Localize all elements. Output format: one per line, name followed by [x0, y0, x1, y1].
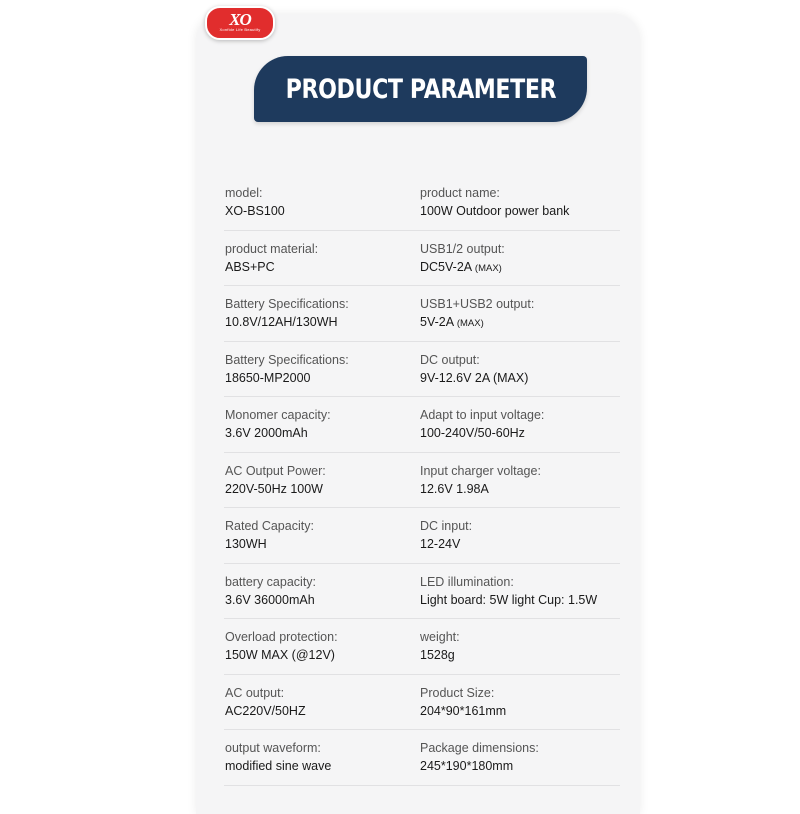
param-label: output waveform:	[225, 741, 321, 755]
param-value-line	[420, 757, 539, 775]
param-value-line	[225, 535, 314, 553]
param-value-line	[225, 202, 285, 220]
param-label: Input charger voltage:	[420, 463, 541, 478]
param-value-line	[225, 757, 331, 775]
table-row	[224, 231, 620, 287]
param-value-line	[225, 424, 331, 442]
param-cell	[420, 240, 505, 278]
page-title: PRODUCT PARAMETER	[285, 73, 556, 105]
param-value: 204*90*161mm	[420, 703, 507, 718]
param-cell	[420, 351, 528, 387]
param-value-line	[225, 313, 349, 331]
param-cell	[420, 462, 541, 498]
param-label: Overload protection:	[225, 630, 338, 644]
param-value: 12.6V 1.98A	[420, 481, 489, 496]
param-label: USB1+USB2 output:	[420, 297, 535, 311]
param-value: 1528g	[420, 648, 455, 662]
param-cell	[420, 684, 506, 720]
param-label: product material:	[225, 241, 319, 256]
title-banner	[254, 56, 587, 122]
param-cell	[225, 240, 318, 276]
param-label: Monomer capacity:	[225, 408, 331, 422]
param-label: AC Output Power:	[225, 463, 326, 478]
param-cell	[225, 462, 326, 498]
param-value-line	[225, 591, 316, 609]
param-label: product name:	[420, 186, 500, 200]
param-cell	[225, 684, 306, 720]
param-label: Product Size:	[420, 685, 495, 700]
table-row	[224, 619, 620, 675]
param-cell	[420, 628, 460, 664]
param-unit: (MAX)	[474, 262, 502, 274]
param-value-line	[225, 258, 318, 276]
param-cell	[225, 184, 285, 220]
param-cell	[225, 295, 349, 331]
param-label: Battery Specifications:	[225, 297, 349, 311]
param-cell	[420, 295, 534, 333]
param-value-line	[420, 258, 505, 278]
logo-mark: XO	[229, 10, 251, 29]
param-value: DC5V-2A	[420, 259, 472, 274]
param-label: DC output:	[420, 352, 480, 367]
param-value: 150W MAX (@12V)	[225, 648, 335, 662]
param-value: 130WH	[225, 537, 267, 551]
param-label: USB1/2 output:	[420, 241, 505, 256]
table-row	[224, 397, 620, 453]
param-cell	[225, 573, 316, 609]
param-value: AC220V/50HZ	[225, 703, 306, 718]
param-value-line	[420, 535, 472, 553]
param-value: Light board: 5W light Cup: 1.5W	[420, 592, 598, 607]
param-label: AC output:	[225, 685, 285, 700]
param-cell	[420, 406, 544, 442]
table-row	[224, 175, 620, 231]
logo-tagline: Xonfide Life Beautify	[219, 27, 261, 32]
param-value-line	[420, 591, 597, 609]
table-row	[224, 342, 620, 398]
param-value: 9V-12.6V 2A (MAX)	[420, 370, 529, 385]
param-value: modified sine wave	[225, 759, 332, 773]
param-value-line	[420, 702, 506, 720]
param-value-line	[420, 646, 460, 664]
param-label: Rated Capacity:	[225, 519, 314, 533]
param-label: battery capacity:	[225, 574, 317, 589]
param-value-line	[225, 646, 338, 664]
param-value: 245*190*180mm	[420, 759, 514, 773]
brand-logo	[205, 6, 275, 40]
param-label: LED illumination:	[420, 574, 514, 589]
param-label: Battery Specifications:	[225, 352, 349, 367]
param-cell	[420, 184, 569, 220]
param-value: 10.8V/12AH/130WH	[225, 315, 338, 329]
table-row	[224, 453, 620, 509]
param-label: Package dimensions:	[420, 741, 539, 755]
param-value: XO-BS100	[225, 204, 285, 218]
param-value-line	[225, 369, 349, 387]
param-cell	[225, 351, 349, 387]
param-value-line	[420, 424, 544, 442]
param-value: 100-240V/50-60Hz	[420, 426, 525, 440]
param-value: 3.6V 36000mAh	[225, 592, 315, 607]
param-label: Adapt to input voltage:	[420, 408, 545, 422]
table-row	[224, 730, 620, 786]
param-cell	[420, 739, 539, 775]
param-label: weight:	[420, 630, 460, 644]
param-value-line	[225, 702, 306, 720]
param-value-line	[420, 369, 528, 387]
param-value: 18650-MP2000	[225, 370, 311, 385]
table-row	[224, 508, 620, 564]
param-value: 3.6V 2000mAh	[225, 426, 308, 440]
table-row	[224, 286, 620, 342]
param-cell	[225, 628, 338, 664]
table-row	[224, 564, 620, 620]
param-value: 220V-50Hz 100W	[225, 481, 323, 496]
param-value-line	[420, 202, 569, 220]
param-value-line	[225, 480, 326, 498]
parameter-table	[224, 175, 620, 786]
param-label: model:	[225, 186, 263, 200]
param-value: ABS+PC	[225, 259, 275, 274]
param-value: 100W Outdoor power bank	[420, 204, 570, 218]
param-unit: (MAX)	[456, 318, 484, 329]
param-value: 5V-2A	[420, 315, 454, 329]
param-label: DC input:	[420, 519, 473, 533]
table-row	[224, 675, 620, 731]
param-cell	[225, 739, 331, 775]
param-cell	[225, 517, 314, 553]
param-cell	[225, 406, 331, 442]
param-value-line	[420, 313, 534, 333]
param-cell	[420, 573, 597, 609]
param-value-line	[420, 480, 541, 498]
param-cell	[420, 517, 472, 553]
param-value: 12-24V	[420, 537, 461, 551]
